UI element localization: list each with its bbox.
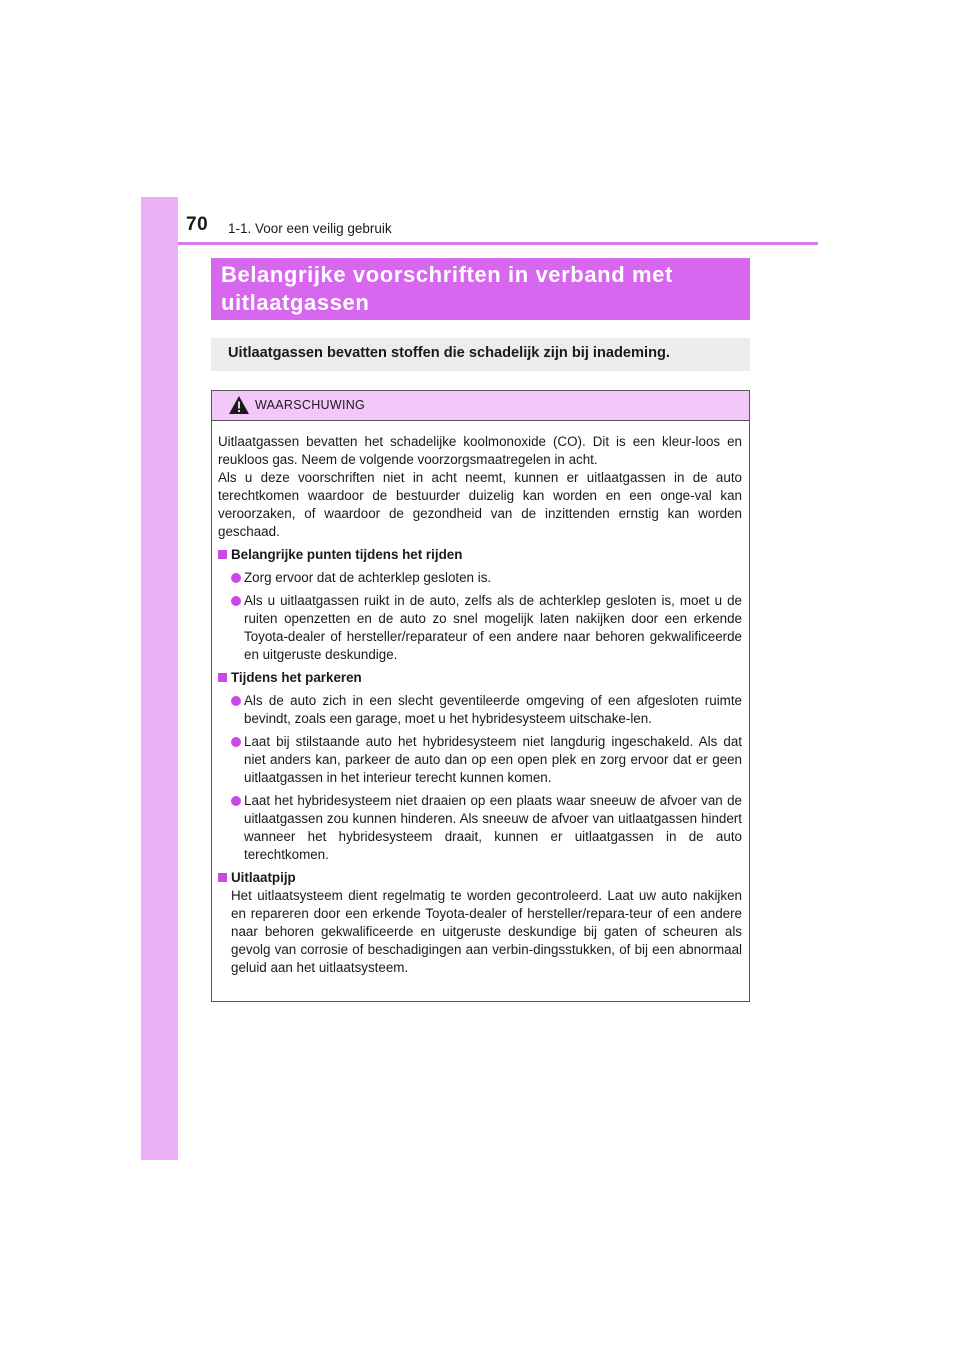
section-title: 1-1. Voor een veilig gebruik: [228, 221, 392, 236]
bullet-item: Als u uitlaatgassen ruikt in de auto, zelfs als de achterklep gesloten is, moet u de ruiten openzetten en de auto zo snel mogelijk laten nakijken door een erkende Toyota-dealer of hersteller/reparateur of een andere naar behoren gekwalificeerde en uitgeruste deskundige.: [218, 592, 742, 664]
square-bullet-icon: [218, 550, 227, 559]
warning-intro-paragraph: Uitlaatgassen bevatten het schadelijke koolmonoxide (CO). Dit is een kleur-loos en reukloos gas. Neem de volgende voorzorgsmaatregelen in acht.: [218, 434, 742, 467]
warning-intro-paragraph: Als u deze voorschriften niet in acht neemt, kunnen er uitlaatgassen in de auto terechtkomen waardoor de bestuurder duizelig kan worden en een onge-val kan veroorzaken, of waardoor de gezondheid van de inzittenden ernstig kan worden geschaad.: [218, 470, 742, 539]
section-heading-driving: Belangrijke punten tijdens het rijden: [218, 546, 742, 564]
exhaust-pipe-text: Het uitlaatsysteem dient regelmatig te worden gecontroleerd. Laat uw auto nakijken en repareren door een erkende Toyota-dealer of hersteller/repara-teur of een andere naar behoren gekwalificeerde en uitgeruste deskundige bij gaten of scheuren als gevolg van corrosie of beschadigingen aan verbin-dingsstukken, of bij een abnormaal geluid aan het uitlaatsysteem.: [231, 888, 742, 975]
warning-box: [211, 390, 750, 1002]
page-title-line2: uitlaatgassen: [221, 290, 370, 315]
circle-bullet-icon: [231, 696, 241, 706]
circle-bullet-icon: [231, 796, 241, 806]
bullet-item: Zorg ervoor dat de achterklep gesloten is.: [218, 569, 742, 587]
warning-body: [212, 421, 749, 977]
section-heading-exhaust-pipe: Uitlaatpijp: [218, 869, 742, 887]
circle-bullet-icon: [231, 596, 241, 606]
warning-triangle-icon: [228, 395, 250, 415]
bullet-item: Als de auto zich in een slecht geventileerde omgeving of een afgesloten ruimte bevindt, zoals een garage, moet u het hybridesysteem uitschake-len.: [218, 692, 742, 728]
bullet-item: Laat het hybridesysteem niet draaien op een plaats waar sneeuw de afvoer van de uitlaatgassen zou kunnen hinderen. Als sneeuw de afvoer van uitlaatgassen hindert wanneer het hybridesysteem draait, kunnen er uitlaatgassen in de auto terechtkomen.: [218, 792, 742, 864]
page-title: [211, 258, 750, 320]
bullet-item: Laat bij stilstaande auto het hybridesysteem niet langdurig ingeschakeld. Als dat niet anders kan, parkeer de auto dan op een open plek en zorg ervoor dat er geen uitlaatgassen in het interieur terecht kunnen komen.: [218, 733, 742, 787]
page-number: 70: [186, 214, 209, 235]
circle-bullet-icon: [231, 737, 241, 747]
page-subtitle: Uitlaatgassen bevatten stoffen die schadelijk zijn bij inademing.: [211, 338, 750, 371]
circle-bullet-icon: [231, 573, 241, 583]
section-heading-parking: Tijdens het parkeren: [218, 669, 742, 687]
warning-header: [212, 391, 749, 421]
header-rule: [178, 242, 818, 245]
page-title-line1: Belangrijke voorschriften in verband met: [221, 262, 673, 287]
page-sidebar: [141, 197, 178, 1160]
warning-label: WAARSCHUWING: [255, 398, 366, 412]
square-bullet-icon: [218, 873, 227, 882]
square-bullet-icon: [218, 673, 227, 682]
